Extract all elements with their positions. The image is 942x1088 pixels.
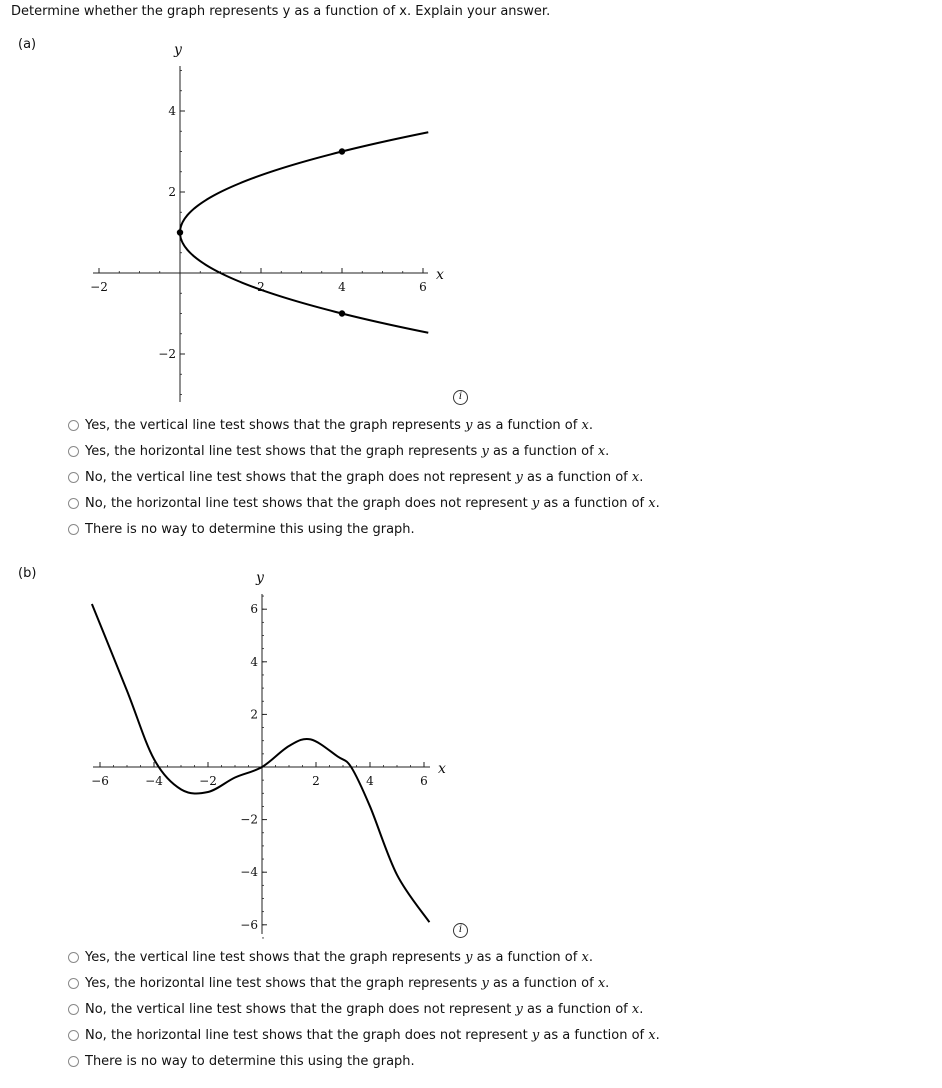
part-b-choice-4[interactable]: [68, 1022, 660, 1048]
choice-text: Yes, the vertical line test shows that the graph represents y as a function of x.: [85, 949, 593, 965]
x-tick-label: −6: [91, 774, 109, 788]
x-tick-label: −2: [90, 280, 108, 294]
x-tick-label: −2: [199, 774, 217, 788]
choice-text: There is no way to determine this using the graph.: [85, 1053, 415, 1069]
info-icon[interactable]: i: [453, 390, 468, 405]
choice-text: No, the vertical line test shows that the graph does not represent y as a function of x.: [85, 1001, 644, 1017]
y-tick-label: −6: [240, 917, 258, 932]
x-axis-label: x: [438, 761, 446, 777]
info-icon[interactable]: i: [453, 923, 468, 938]
part-a-label: (a): [18, 37, 37, 52]
cubic-curve: [92, 604, 430, 922]
y-tick-label: 6: [250, 602, 258, 617]
radio-button[interactable]: [68, 952, 79, 963]
radio-button[interactable]: [68, 1004, 79, 1015]
radio-button[interactable]: [68, 1030, 79, 1041]
x-tick-label: 6: [420, 774, 428, 788]
y-tick-label: 2: [168, 185, 176, 199]
choice-text: Yes, the vertical line test shows that the graph represents y as a function of x.: [85, 417, 593, 433]
y-axis-label: y: [174, 42, 182, 58]
radio-button[interactable]: [68, 1056, 79, 1067]
x-tick-label: 6: [419, 280, 427, 294]
part-b-choice-1[interactable]: [68, 944, 660, 970]
y-tick-label: 2: [250, 707, 258, 722]
y-tick-label: −2: [158, 347, 176, 361]
part-b-choice-2[interactable]: [68, 970, 660, 996]
choice-text: No, the horizontal line test shows that the graph does not represent y as a function of x.: [85, 495, 660, 511]
part-b-choice-5[interactable]: [68, 1048, 660, 1074]
x-tick-label: 4: [366, 774, 374, 788]
x-tick-label: 2: [312, 774, 320, 788]
x-axis-label: x: [436, 267, 444, 283]
question-prompt: Determine whether the graph represents y as a function of x. Explain your answer.: [11, 4, 551, 19]
x-tick-label: −4: [145, 774, 163, 788]
choice-text: Yes, the horizontal line test shows that the graph represents y as a function of x.: [85, 975, 610, 991]
part-b-label: (b): [18, 566, 37, 581]
y-tick-label: 4: [168, 104, 176, 118]
y-tick-label: −4: [240, 865, 258, 880]
radio-button[interactable]: [68, 978, 79, 989]
y-tick-label: 4: [250, 654, 258, 669]
y-tick-label: −2: [240, 812, 258, 827]
part-b-choices: [68, 944, 660, 1074]
part-b-choice-3[interactable]: [68, 996, 660, 1022]
y-axis-label: y: [256, 570, 264, 586]
choice-text: No, the vertical line test shows that the graph does not represent y as a function of x.: [85, 469, 644, 485]
x-tick-label: 4: [338, 280, 346, 294]
choice-text: There is no way to determine this using the graph.: [85, 521, 415, 537]
x-tick-label: 2: [257, 280, 265, 294]
choice-text: Yes, the horizontal line test shows that the graph represents y as a function of x.: [85, 443, 610, 459]
choice-text: No, the horizontal line test shows that the graph does not represent y as a function of x.: [85, 1027, 660, 1043]
